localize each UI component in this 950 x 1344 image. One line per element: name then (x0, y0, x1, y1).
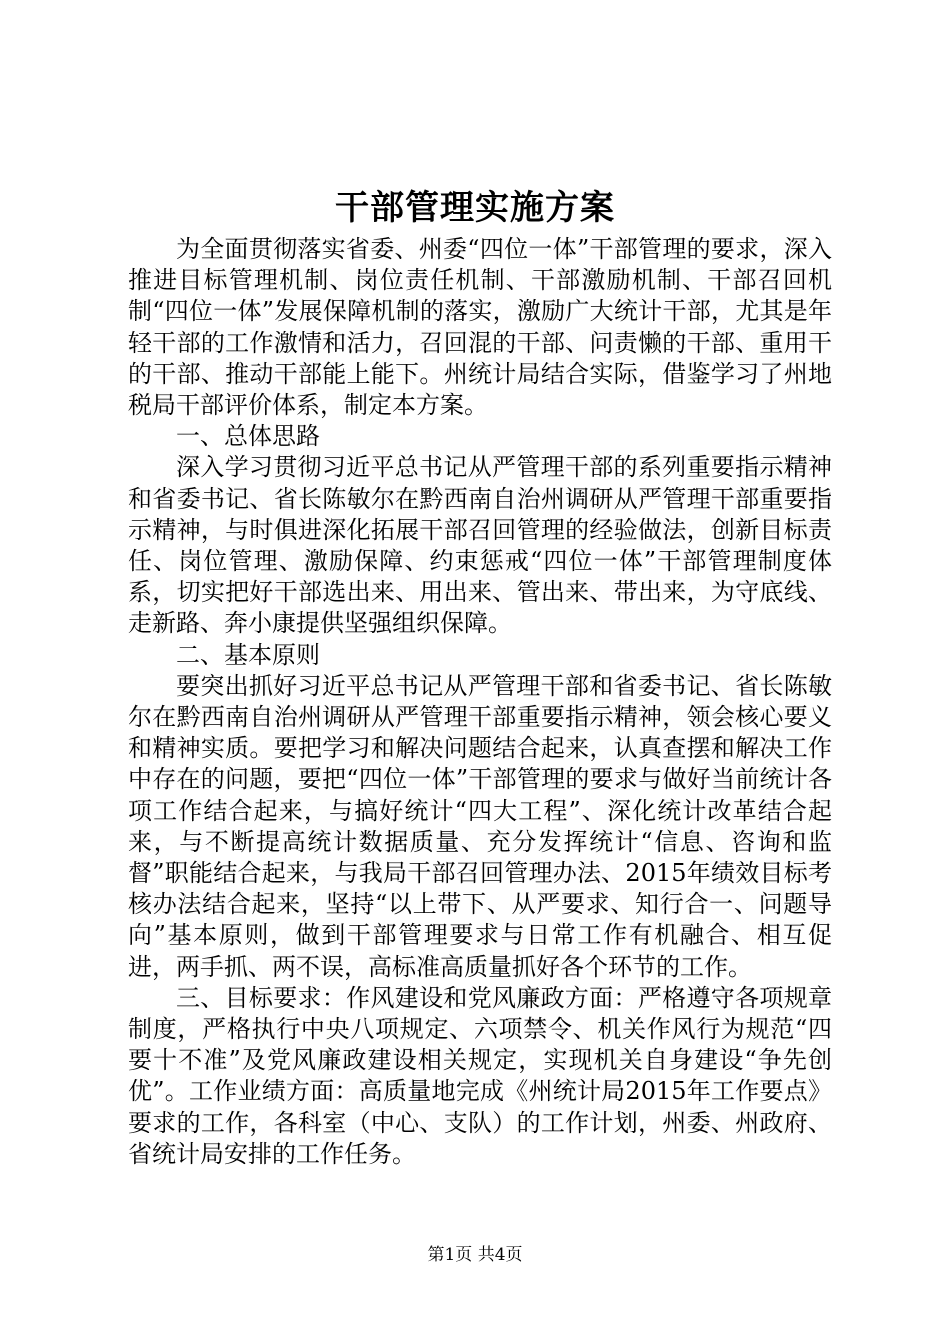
paragraph-intro: 为全面贯彻落实省委、州委“四位一体”干部管理的要求，深入推进目标管理机制、岗位责任机制、干部激励机制、干部召回机制“四位一体”发展保障机制的落实，激励广大统计干部，尤其是年轻干部的工作激情和活力，召回混的干部、问责懒的干部、重用干的干部、推动干部能上能下。州统计局结合实际，借鉴学习了州地税局干部评价体系，制定本方案。 (128, 235, 832, 420)
document-body (128, 234, 832, 1170)
heading-overall-approach: 一、总体思路 (176, 422, 320, 451)
heading-basic-principles: 二、基本原则 (176, 640, 320, 669)
paragraph-overall-approach: 深入学习贯彻习近平总书记从严管理干部的系列重要指示精神和省委书记、省长陈敏尔在黔西南自治州调研从严管理干部重要指示精神，与时俱进深化拓展干部召回管理的经验做法，创新目标责任、岗位管理、激励保障、约束惩戒“四位一体”干部管理制度体系，切实把好干部选出来、用出来、管出来、带出来，为守底线、走新路、奔小康提供坚强组织保障。 (128, 453, 832, 638)
paragraph-target-requirements: 三、目标要求：作风建设和党风廉政方面：严格遵守各项规章制度，严格执行中央八项规定、六项禁令、机关作风行为规范“四要十不准”及党风廉政建设相关规定，实现机关自身建设“争先创优”。工作业绩方面：高质量地完成《州统计局2015年工作要点》要求的工作，各科室（中心、支队）的工作计划，州委、州政府、省统计局安排的工作任务。 (128, 983, 832, 1168)
document-title: 干部管理实施方案 (335, 188, 615, 228)
paragraph-basic-principles: 要突出抓好习近平总书记从严管理干部和省委书记、省长陈敏尔在黔西南自治州调研从严管理干部重要指示精神，领会核心要义和精神实质。要把学习和解决问题结合起来，认真查摆和解决工作中存在的问题，要把“四位一体”干部管理的要求与做好当前统计各项工作结合起来，与搞好统计“四大工程”、深化统计改革结合起来，与不断提高统计数据质量、充分发挥统计“信息、咨询和监督”职能结合起来，与我局干部召回管理办法、2015年绩效目标考核办法结合起来，坚持“以上带下、从严要求、知行合一、问题导向”基本原则，做到干部管理要求与日常工作有机融合、相互促进，两手抓、两不误，高标准高质量抓好各个环节的工作。 (128, 671, 832, 981)
page-number-footer: 第1页 共4页 (427, 1245, 523, 1265)
